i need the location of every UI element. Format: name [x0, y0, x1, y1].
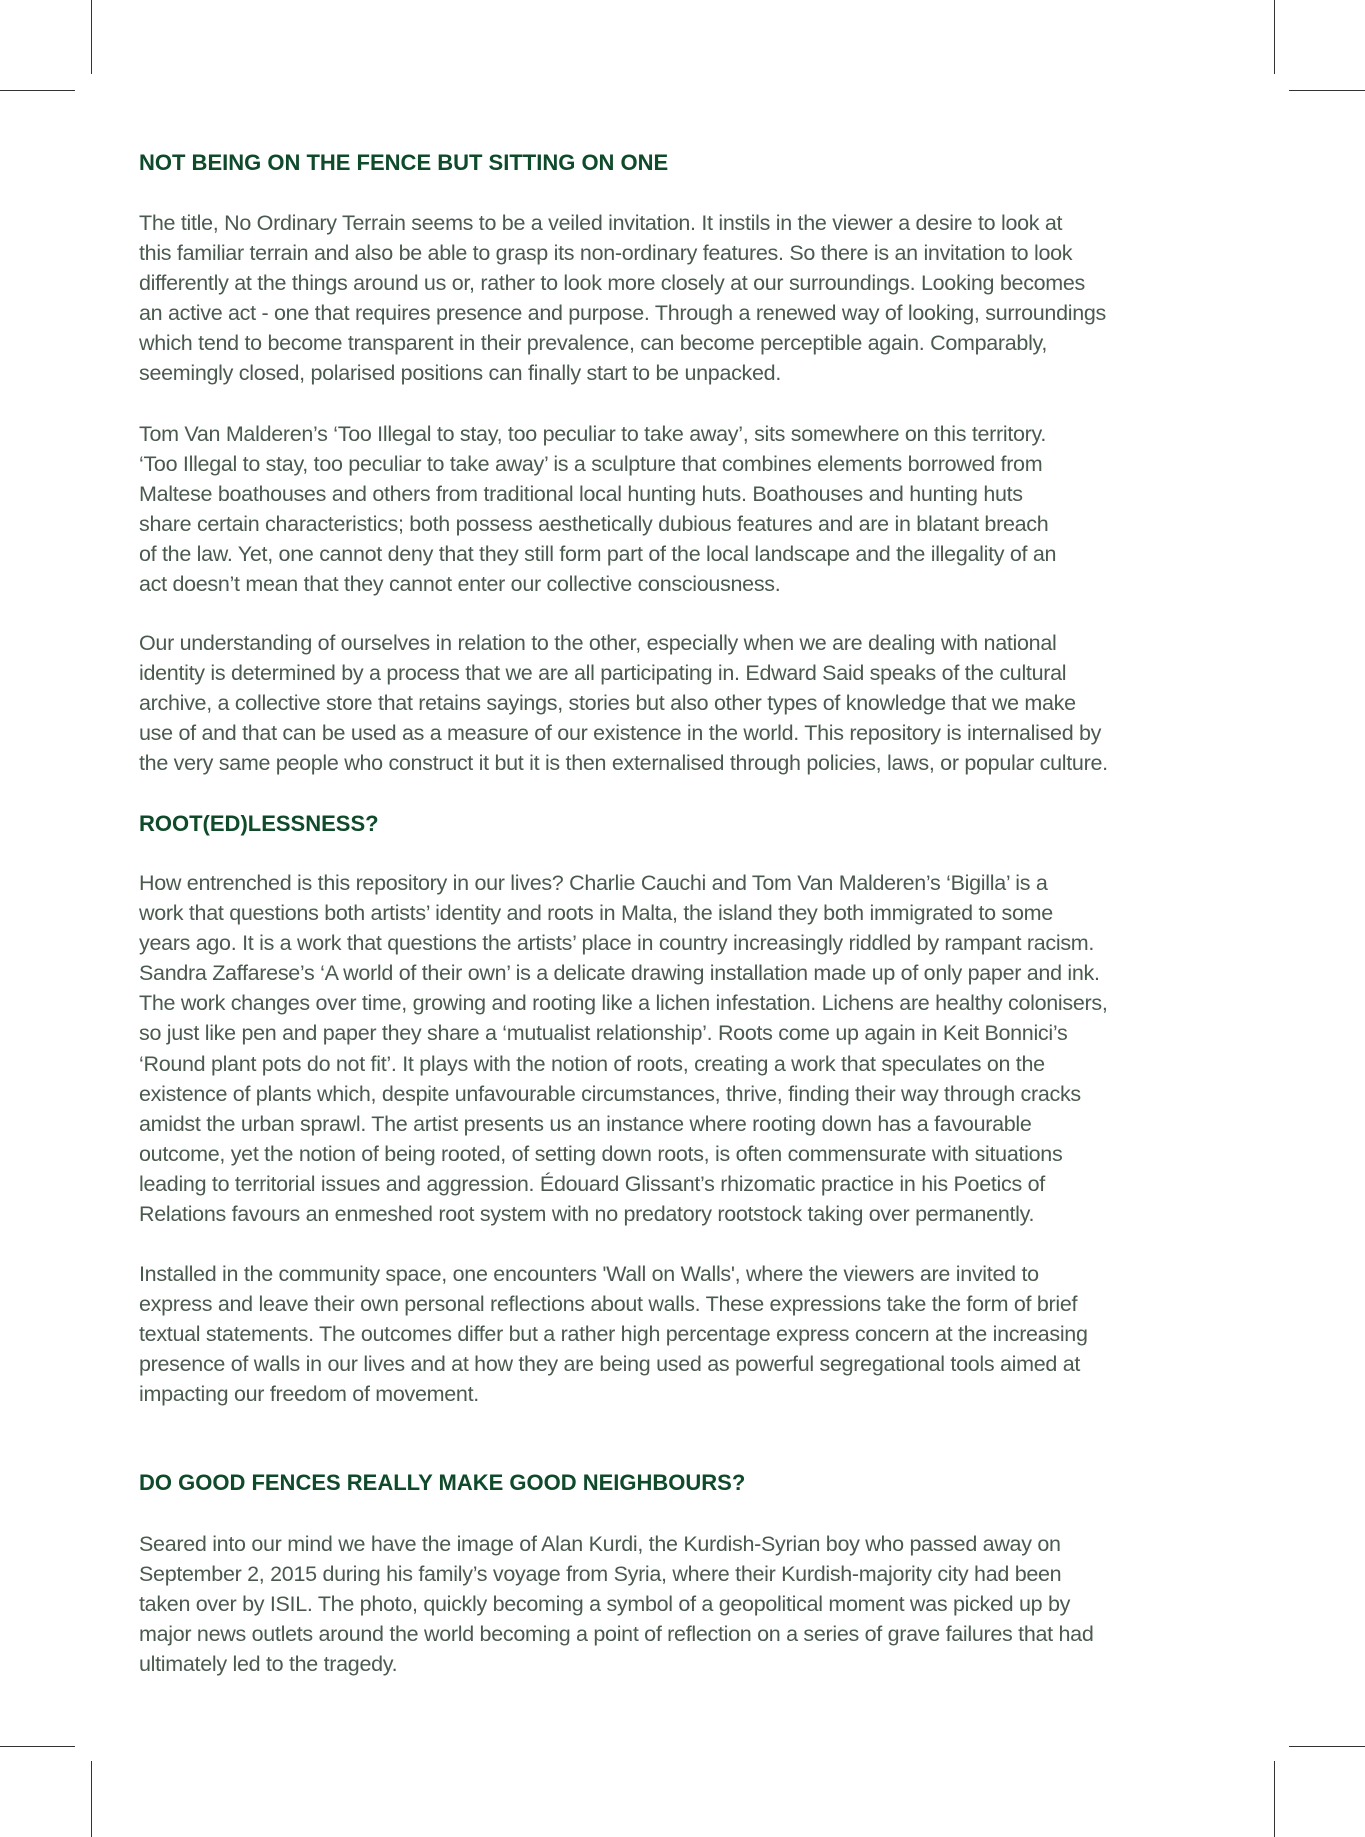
text-line: impacting our freedom of movement.	[139, 1382, 479, 1407]
crop-mark	[1274, 0, 1275, 74]
text-line: work that questions both artists’ identity and roots in Malta, the island they both immigrated to some	[139, 901, 1053, 926]
text-line: ‘Too Illegal to stay, too peculiar to take away’ is a sculpture that combines elements borrowed from	[139, 452, 1043, 477]
paragraph	[139, 1529, 1093, 1679]
text-line: an active act - one that requires presence and purpose. Through a renewed way of looking, surroundings	[139, 301, 1106, 326]
paragraph	[139, 1259, 1088, 1409]
text-line: share certain characteristics; both possess aesthetically dubious features and are in blatant breach	[139, 512, 1049, 537]
text-line: which tend to become transparent in their prevalence, can become perceptible again. Comparably,	[139, 331, 1048, 356]
text-line: Sandra Zaffarese’s ‘A world of their own’ is a delicate drawing installation made up of only paper and ink.	[139, 961, 1100, 986]
text-line: The title, No Ordinary Terrain seems to be a veiled invitation. It instils in the viewer a desire to look at	[139, 211, 1063, 235]
crop-mark	[91, 1761, 92, 1837]
text-line: act doesn’t mean that they cannot enter our collective consciousness.	[139, 572, 781, 597]
crop-mark	[1274, 1761, 1275, 1837]
text-line: so just like pen and paper they share a ‘mutualist relationship’. Roots come up again in Keit Bonnici’s	[139, 1021, 1068, 1046]
crop-mark	[91, 0, 92, 74]
text-line: this familiar terrain and also be able to grasp its non-ordinary features. So there is an invitation to look	[139, 241, 1073, 266]
text-line: archive, a collective store that retains sayings, stories but also other types of knowledge that we make	[139, 691, 1076, 716]
text-line: ultimately led to the tragedy.	[139, 1652, 398, 1677]
text-line: express and leave their own personal reflections about walls. These expressions take the form of brief	[139, 1292, 1078, 1317]
text-line: amidst the urban sprawl. The artist presents us an instance where rooting down has a favourable	[139, 1111, 1032, 1136]
text-line: September 2, 2015 during his family’s voyage from Syria, where their Kurdish-majority city had been	[139, 1562, 1062, 1587]
text-line: Maltese boathouses and others from traditional local hunting huts. Boathouses and hunting huts	[139, 482, 1023, 507]
section-heading: NOT BEING ON THE FENCE BUT SITTING ON ONE	[139, 150, 669, 175]
text-line: use of and that can be used as a measure of our existence in the world. This repository is internalised by	[139, 721, 1102, 746]
crop-mark	[0, 1746, 75, 1747]
text-line: Seared into our mind we have the image of Alan Kurdi, the Kurdish-Syrian boy who passed away on	[139, 1532, 1061, 1556]
text-line: the very same people who construct it but it is then externalised through policies, laws, or popular culture.	[139, 751, 1108, 776]
text-line: Installed in the community space, one encounters 'Wall on Walls', where the viewers are invited to	[139, 1262, 1039, 1286]
text-line: major news outlets around the world becoming a point of reflection on a series of grave failures that had	[139, 1622, 1094, 1647]
text-line: identity is determined by a process that we are all participating in. Edward Said speaks of the cultural	[139, 661, 1067, 686]
crop-mark	[1289, 1746, 1365, 1747]
text-line: seemingly closed, polarised positions can finally start to be unpacked.	[139, 361, 781, 386]
text-line: How entrenched is this repository in our lives? Charlie Cauchi and Tom Van Malderen’s ‘Bigilla’ is a	[139, 871, 1048, 895]
text-line: ‘Round plant pots do not fit’. It plays with the notion of roots, creating a work that speculates on the	[139, 1051, 1045, 1076]
text-line: textual statements. The outcomes differ but a rather high percentage express concern at the increasing	[139, 1322, 1088, 1347]
text-line: Relations favours an enmeshed root system with no predatory rootstock taking over permanently.	[139, 1202, 1035, 1227]
text-line: Tom Van Malderen’s ‘Too Illegal to stay, too peculiar to take away’, sits somewhere on this territory.	[139, 422, 1047, 446]
text-line: of the law. Yet, one cannot deny that they still form part of the local landscape and the illegality of an	[139, 542, 1057, 567]
text-line: differently at the things around us or, rather to look more closely at our surroundings. Looking becomes	[139, 271, 1086, 296]
crop-mark	[0, 90, 75, 91]
crop-mark	[1289, 90, 1365, 91]
paragraph	[139, 419, 1056, 600]
text-line: Our understanding of ourselves in relation to the other, especially when we are dealing with national	[139, 631, 1057, 655]
text-line: presence of walls in our lives and at how they are being used as powerful segregational tools aimed at	[139, 1352, 1081, 1377]
text-line: The work changes over time, growing and rooting like a lichen infestation. Lichens are healthy colonisers,	[139, 991, 1108, 1016]
section-heading: DO GOOD FENCES REALLY MAKE GOOD NEIGHBOURS?	[139, 1470, 746, 1495]
text-line: leading to territorial issues and aggression. Édouard Glissant’s rhizomatic practice in his Poetics of	[139, 1171, 1045, 1196]
section-heading: ROOT(ED)LESSNESS?	[139, 811, 379, 836]
paragraph	[139, 208, 1106, 389]
text-line: existence of plants which, despite unfavourable circumstances, thrive, finding their way through cracks	[139, 1081, 1081, 1106]
text-line: outcome, yet the notion of being rooted, of setting down roots, is often commensurate with situations	[139, 1141, 1063, 1166]
paragraph	[139, 628, 1108, 778]
text-line: taken over by ISIL. The photo, quickly becoming a symbol of a geopolitical moment was picked up by	[139, 1592, 1071, 1617]
paragraph	[139, 868, 1108, 1229]
text-line: years ago. It is a work that questions the artists’ place in country increasingly riddled by rampant racism.	[139, 931, 1095, 956]
